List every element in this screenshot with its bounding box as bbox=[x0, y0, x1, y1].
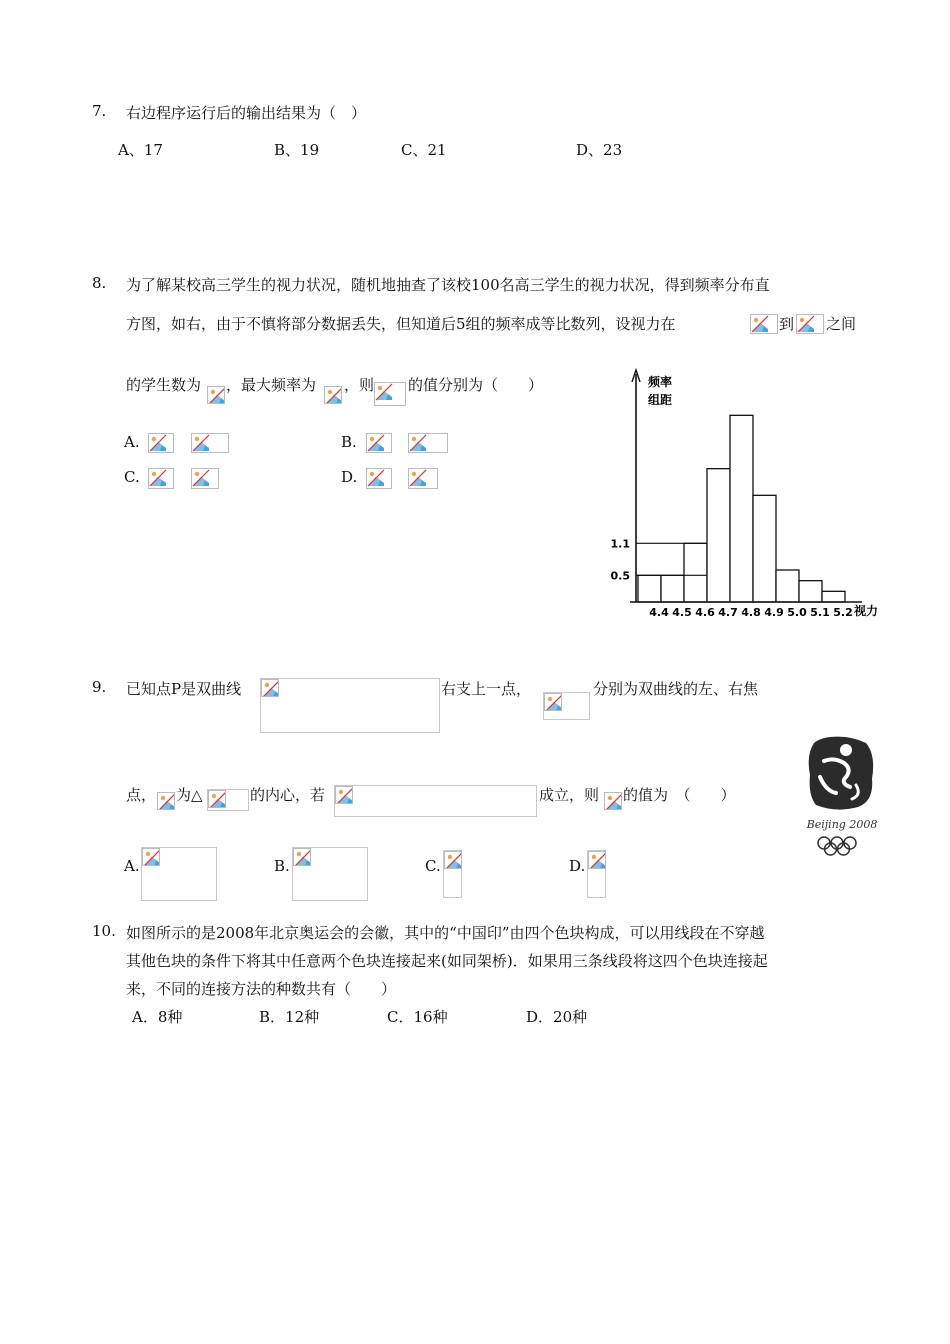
emblem-wordmark: Beijing 2008 bbox=[806, 818, 878, 831]
broken-image-icon bbox=[408, 468, 438, 489]
broken-image-icon bbox=[293, 848, 311, 866]
broken-image-icon bbox=[366, 468, 392, 489]
q8-line3d: 的值分别为（ ） bbox=[408, 376, 544, 394]
q9-line1c: 分别为双曲线的左、右焦 bbox=[593, 680, 759, 698]
x-tick-label: 4.7 bbox=[718, 606, 738, 619]
broken-image-icon bbox=[148, 433, 174, 453]
y-axis-label-top: 频率 bbox=[648, 375, 673, 389]
histogram-bar bbox=[684, 543, 707, 602]
q8-line2c: 之间 bbox=[826, 315, 857, 333]
q8-number: 8. bbox=[92, 274, 107, 292]
q10-line3: 来，不同的连接方法的种数共有（ ） bbox=[126, 980, 397, 998]
broken-image-icon bbox=[374, 382, 406, 406]
q9-line1b: 右支上一点， bbox=[441, 680, 532, 698]
histogram-bar bbox=[753, 495, 776, 602]
histogram-bar bbox=[822, 591, 845, 602]
q8-line3a: 的学生数为 bbox=[126, 376, 202, 394]
y-tick-label: 0.5 bbox=[610, 569, 630, 583]
x-tick-label: 4.6 bbox=[695, 606, 715, 619]
histogram-bar bbox=[776, 570, 799, 602]
broken-image-icon bbox=[588, 851, 606, 869]
q7-option-a: A、17 bbox=[118, 141, 163, 159]
q9-number: 9. bbox=[92, 678, 107, 696]
x-axis-label: 视力 bbox=[854, 604, 879, 618]
q8-line2a: 方图，如右，由于不慎将部分数据丢失，但知道后5组的频率成等比数列，设视力在 bbox=[126, 315, 676, 333]
broken-image-icon bbox=[191, 433, 229, 453]
broken-image-icon bbox=[544, 693, 562, 711]
broken-image-icon bbox=[208, 790, 226, 808]
equation-image-box bbox=[260, 678, 440, 733]
q10-option-a: A．8种 bbox=[132, 1008, 183, 1026]
x-tick-label: 4.8 bbox=[741, 606, 761, 619]
broken-image-icon bbox=[142, 848, 160, 866]
y-tick-label: 1.1 bbox=[610, 537, 630, 551]
x-tick-label: 4.9 bbox=[764, 606, 784, 619]
q8-option-c-label: C. bbox=[124, 468, 140, 486]
histogram-bar bbox=[730, 415, 753, 602]
q9-line1a: 已知点P是双曲线 bbox=[126, 680, 242, 698]
q9-line2e: 的值为 （ ） bbox=[623, 786, 736, 804]
x-tick-label: 5.0 bbox=[787, 606, 807, 619]
q10-line2: 其他色块的条件下将其中任意两个色块连接起来(如同架桥)．如果用三条线段将这四个色块连接起 bbox=[126, 952, 768, 970]
x-tick-label: 4.4 bbox=[649, 606, 669, 619]
q7-stem: 右边程序运行后的输出结果为（ ） bbox=[126, 104, 367, 122]
broken-image-icon bbox=[148, 468, 174, 489]
broken-image-icon bbox=[191, 468, 219, 489]
q7-option-b: B、19 bbox=[274, 141, 320, 159]
broken-image-icon bbox=[157, 792, 175, 810]
q7-number: 7. bbox=[92, 102, 107, 120]
broken-image-icon bbox=[796, 314, 824, 334]
olympic-rings-icon bbox=[818, 837, 856, 855]
histogram-bar bbox=[638, 575, 661, 602]
q10-line1: 如图所示的是2008年北京奥运会的会徽，其中的“中国印”由四个色块构成，可以用线段在不穿越 bbox=[126, 924, 765, 942]
q10-option-d: D．20种 bbox=[526, 1008, 588, 1026]
broken-image-icon bbox=[324, 386, 342, 404]
histogram-bar bbox=[799, 581, 822, 602]
y-axis-label-bottom: 组距 bbox=[648, 393, 673, 407]
broken-image-icon bbox=[604, 792, 622, 810]
q9-line2a: 点， bbox=[126, 786, 157, 804]
broken-image-icon bbox=[408, 433, 448, 453]
broken-image-icon bbox=[750, 314, 778, 334]
x-tick-label: 5.2 bbox=[833, 606, 853, 619]
q9-option-b-label: B. bbox=[274, 857, 290, 875]
q10-number: 10. bbox=[92, 922, 116, 940]
q8-line1: 为了解某校高三学生的视力状况，随机地抽查了该校100名高三学生的视力状况，得到频率分布直 bbox=[126, 276, 770, 294]
broken-image-icon bbox=[444, 851, 462, 869]
q8-line3c: ，则 bbox=[344, 376, 375, 394]
q7-option-d: D、23 bbox=[576, 141, 623, 159]
histogram-bar bbox=[707, 469, 730, 602]
broken-image-icon bbox=[207, 386, 225, 404]
broken-image-icon bbox=[335, 786, 353, 804]
q9-line2d: 成立，则 bbox=[539, 786, 600, 804]
q10-option-b: B．12种 bbox=[259, 1008, 320, 1026]
q9-option-c-label: C. bbox=[425, 857, 441, 875]
q9-line2c: 的内心，若 bbox=[250, 786, 326, 804]
q8-line3b: ，最大频率为 bbox=[226, 376, 317, 394]
q8-option-b-label: B. bbox=[341, 433, 357, 451]
q8-option-d-label: D. bbox=[341, 468, 358, 486]
q9-line2b: 为△ bbox=[176, 786, 203, 804]
histogram-bar bbox=[661, 575, 684, 602]
equation-image-box bbox=[334, 785, 537, 817]
frequency-histogram bbox=[600, 360, 900, 630]
q9-option-d-label: D. bbox=[569, 857, 586, 875]
broken-image-icon bbox=[366, 433, 392, 453]
q8-option-a-label: A. bbox=[124, 433, 140, 451]
q9-option-a-label: A. bbox=[124, 857, 140, 875]
q7-option-c: C、21 bbox=[401, 141, 447, 159]
x-tick-label: 5.1 bbox=[810, 606, 830, 619]
x-tick-label: 4.5 bbox=[672, 606, 692, 619]
seal-emblem-icon bbox=[809, 737, 873, 810]
q8-line2b: 到 bbox=[779, 315, 795, 333]
broken-image-icon bbox=[261, 679, 279, 697]
beijing-2008-emblem bbox=[800, 733, 884, 857]
q10-option-c: C．16种 bbox=[387, 1008, 448, 1026]
